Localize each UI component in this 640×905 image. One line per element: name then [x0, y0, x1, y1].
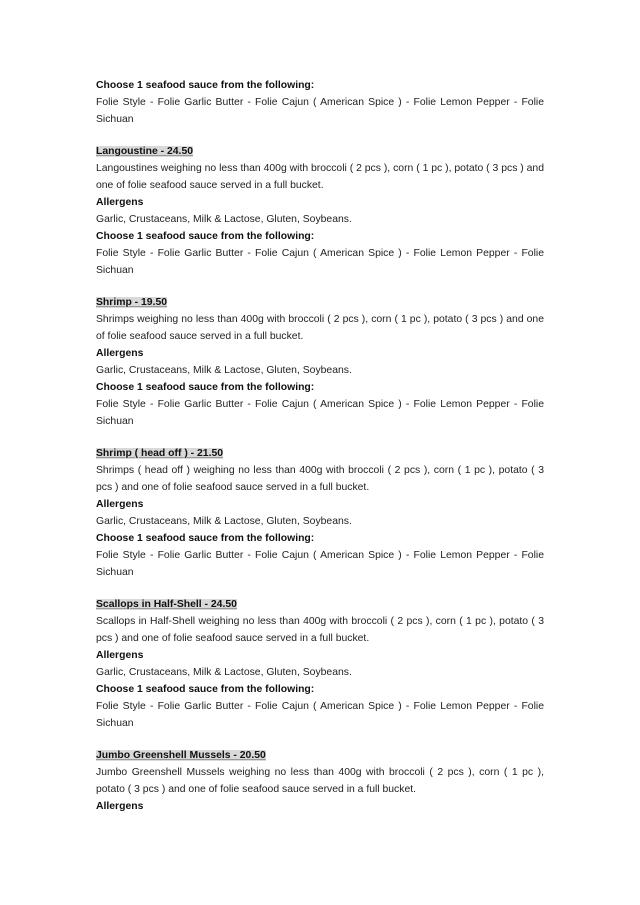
menu-item-shrimp-head-off [96, 445, 544, 581]
sauce-options: Folie Style - Folie Garlic Butter - Folie Cajun ( American Spice ) - Folie Lemon Pepper - Folie Sichuan [96, 97, 544, 125]
sauce-heading: Choose 1 seafood sauce from the following: [96, 231, 315, 242]
allergens-list: Garlic, Crustaceans, Milk & Lactose, Gluten, Soybeans. [96, 516, 352, 527]
allergens-label: Allergens [96, 197, 144, 208]
menu-item-scallops [96, 596, 544, 732]
allergens-label: Allergens [96, 348, 144, 359]
item-title: Scallops in Half-Shell - 24.50 [96, 599, 237, 610]
sauce-heading: Choose 1 seafood sauce from the following: [96, 684, 315, 695]
item-description: Scallops in Half-Shell weighing no less than 400g with broccoli ( 2 pcs ), corn ( 1 pc ), potato ( 3 pcs ) and one of folie seafood sauce served in a full bucket. [96, 616, 544, 644]
item-title: Shrimp - 19.50 [96, 297, 168, 308]
menu-item-langoustine [96, 143, 544, 279]
item-title: Shrimp ( head off ) - 21.50 [96, 448, 224, 459]
menu-page [96, 77, 544, 815]
allergens-list: Garlic, Crustaceans, Milk & Lactose, Gluten, Soybeans. [96, 214, 352, 225]
menu-item-shrimp [96, 294, 544, 430]
menu-item-mussels [96, 747, 544, 815]
item-description: Shrimps ( head off ) weighing no less than 400g with broccoli ( 2 pcs ), corn ( 1 pc ), potato ( 3 pcs ) and one of folie seafood sauce served in a full bucket. [96, 465, 544, 493]
sauce-options: Folie Style - Folie Garlic Butter - Folie Cajun ( American Spice ) - Folie Lemon Pepper - Folie Sichuan [96, 550, 544, 578]
sauce-heading: Choose 1 seafood sauce from the following: [96, 382, 315, 393]
item-title: Langoustine - 24.50 [96, 146, 194, 157]
item-description: Jumbo Greenshell Mussels weighing no less than 400g with broccoli ( 2 pcs ), corn ( 1 pc ), potato ( 3 pcs ) and one of folie seafood sauce served in a full bucket. [96, 767, 544, 795]
allergens-label: Allergens [96, 499, 144, 510]
allergens-list: Garlic, Crustaceans, Milk & Lactose, Gluten, Soybeans. [96, 667, 352, 678]
sauce-options: Folie Style - Folie Garlic Butter - Folie Cajun ( American Spice ) - Folie Lemon Pepper - Folie Sichuan [96, 248, 544, 276]
sauce-heading: Choose 1 seafood sauce from the following: [96, 533, 315, 544]
sauce-heading: Choose 1 seafood sauce from the following: [96, 80, 315, 91]
allergens-label: Allergens [96, 650, 144, 661]
allergens-list: Garlic, Crustaceans, Milk & Lactose, Gluten, Soybeans. [96, 365, 352, 376]
sauce-options: Folie Style - Folie Garlic Butter - Folie Cajun ( American Spice ) - Folie Lemon Pepper - Folie Sichuan [96, 701, 544, 729]
item-description: Langoustines weighing no less than 400g with broccoli ( 2 pcs ), corn ( 1 pc ), potato ( 3 pcs ) and one of folie seafood sauce served in a full bucket. [96, 163, 544, 191]
item-description: Shrimps weighing no less than 400g with broccoli ( 2 pcs ), corn ( 1 pc ), potato ( 3 pcs ) and one of folie seafood sauce served in a full bucket. [96, 314, 544, 342]
sauce-options: Folie Style - Folie Garlic Butter - Folie Cajun ( American Spice ) - Folie Lemon Pepper - Folie Sichuan [96, 399, 544, 427]
allergens-label: Allergens [96, 801, 144, 812]
item-title: Jumbo Greenshell Mussels - 20.50 [96, 750, 266, 761]
